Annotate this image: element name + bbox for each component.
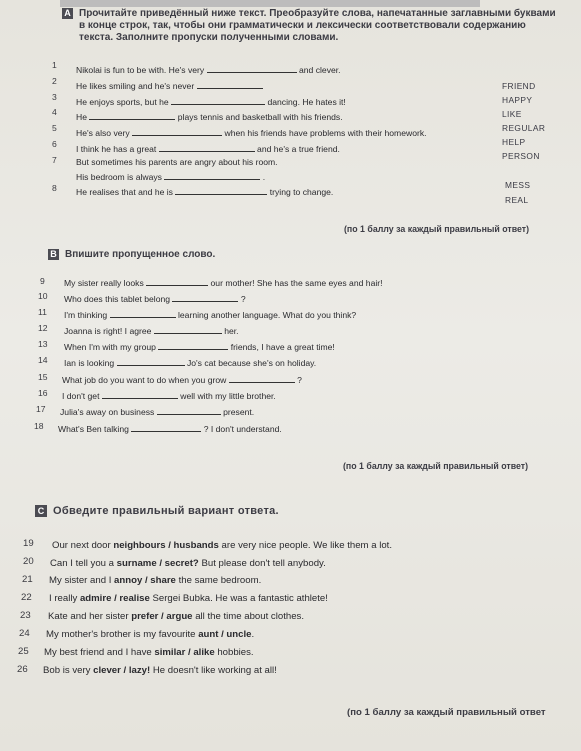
sentence-5: He's also very when his friends have problems with their homework. — [76, 128, 427, 138]
answer-blank[interactable] — [171, 96, 265, 105]
word-happy: HAPPY — [502, 95, 533, 105]
section-instruction: Обведите правильный вариант ответа. — [53, 505, 279, 517]
sentence-10: Who does this tablet belong ? — [64, 294, 246, 304]
sentence-1: Nikolai is fun to be with. He's very and clever. — [76, 65, 341, 75]
item-number: 9 — [40, 276, 45, 286]
sentence-11: I'm thinking learning another language. What do you think? — [64, 310, 357, 320]
sentence-26: Bob is very clever / lazy! He doesn't like working at all! — [43, 665, 277, 676]
item-number: 12 — [38, 323, 48, 333]
sentence-9: My sister really looks our mother! She has the same eyes and hair! — [64, 278, 383, 288]
page-header-band — [60, 0, 480, 7]
sentence-4: He plays tennis and basketball with his friends. — [76, 112, 343, 122]
section-b-heading — [48, 249, 215, 261]
sentence-8: He realises that and he is trying to change. — [76, 187, 334, 197]
item-number: 10 — [38, 291, 48, 301]
answer-blank[interactable] — [131, 423, 201, 432]
answer-blank[interactable] — [89, 111, 175, 120]
sentence-19: Our next door neighbours / husbands are very nice people. We like them a lot. — [52, 540, 393, 551]
word-regular: REGULAR — [502, 123, 546, 133]
answer-blank[interactable] — [110, 309, 176, 318]
score-note: (по 1 баллу за каждый правильный ответ — [347, 707, 546, 718]
word-help: HELP — [502, 137, 526, 147]
answer-blank[interactable] — [172, 293, 238, 302]
section-letter: B — [48, 249, 59, 260]
item-number: 26 — [17, 664, 28, 675]
score-note: (по 1 баллу за каждый правильный ответ) — [344, 224, 530, 234]
option-choice[interactable]: neighbours / husbands — [113, 540, 219, 551]
word-mess: MESS — [505, 180, 531, 190]
item-number: 22 — [21, 592, 32, 603]
section-instruction: Прочитайте приведённый ниже текст. Преобразуйте слова, напечатанные заглавными буквами в конце строк, так, чтобы они грамматически и лексически соответствовали содержанию текста. Заполните пропуски полученными словами. — [79, 8, 556, 43]
sentence-16: I don't get well with my little brother. — [62, 391, 276, 401]
item-number: 11 — [38, 307, 47, 317]
sentence-24: My mother's brother is my favourite aunt / uncle. — [46, 629, 255, 640]
sentence-21: My sister and I annoy / share the same bedroom. — [49, 575, 262, 586]
section-letter: C — [35, 505, 47, 517]
item-number: 24 — [19, 628, 30, 639]
answer-blank[interactable] — [154, 325, 222, 334]
item-number: 5 — [52, 123, 57, 133]
sentence-18: What's Ben talking ? I don't understand. — [58, 424, 282, 434]
word-like: LIKE — [502, 109, 522, 119]
option-choice[interactable]: clever / lazy! — [93, 665, 151, 676]
answer-blank[interactable] — [102, 390, 178, 399]
item-number: 25 — [18, 646, 29, 657]
answer-blank[interactable] — [229, 374, 295, 383]
item-number: 20 — [23, 556, 34, 567]
item-number: 8 — [52, 183, 57, 193]
sentence-23: Kate and her sister prefer / argue all the time about clothes. — [48, 611, 304, 622]
word-friend: FRIEND — [502, 81, 536, 91]
item-number: 15 — [38, 372, 48, 382]
section-letter: A — [62, 8, 73, 19]
item-number: 7 — [52, 155, 57, 165]
section-instruction: Впишите пропущенное слово. — [65, 249, 216, 260]
option-choice[interactable]: aunt / uncle — [198, 629, 252, 640]
answer-blank[interactable] — [146, 277, 208, 286]
answer-blank[interactable] — [117, 357, 185, 366]
item-number: 3 — [52, 92, 57, 102]
sentence-7: But sometimes his parents are angry about his room. — [76, 157, 278, 167]
answer-blank[interactable] — [159, 143, 255, 152]
sentence-25: My best friend and I have similar / alike hobbies. — [44, 647, 254, 658]
item-number: 13 — [38, 339, 48, 349]
option-choice[interactable]: annoy / share — [114, 575, 176, 586]
sentence-3: He enjoys sports, but he dancing. He hates it! — [76, 97, 346, 107]
sentence-7-continued: His bedroom is always . — [76, 172, 266, 182]
sentence-15: What job do you want to do when you grow ? — [62, 375, 302, 385]
sentence-2: He likes smiling and he's never — [76, 80, 263, 92]
item-number: 14 — [38, 355, 48, 365]
item-number: 21 — [22, 574, 33, 585]
word-person: PERSON — [502, 151, 540, 161]
option-choice[interactable]: similar / alike — [154, 647, 215, 658]
option-choice[interactable]: surname / secret? — [116, 558, 199, 569]
answer-blank[interactable] — [164, 171, 260, 180]
answer-blank[interactable] — [158, 341, 228, 350]
item-number: 6 — [52, 139, 57, 149]
sentence-6: I think he has a great and he's a true friend. — [76, 144, 340, 154]
answer-blank[interactable] — [197, 80, 263, 89]
sentence-20: Can I tell you a surname / secret? But please don't tell anybody. — [50, 558, 326, 569]
section-a-heading — [62, 8, 562, 44]
sentence-22: I really admire / realise Sergei Bubka. He was a fantastic athlete! — [49, 593, 328, 604]
item-number: 1 — [52, 60, 57, 70]
item-number: 18 — [34, 421, 44, 431]
item-number: 2 — [52, 76, 57, 86]
item-number: 16 — [38, 388, 48, 398]
answer-blank[interactable] — [132, 127, 222, 136]
sentence-13: When I'm with my group friends, I have a great time! — [64, 342, 335, 352]
sentence-12: Joanna is right! I agree her. — [64, 326, 239, 336]
answer-blank[interactable] — [175, 186, 267, 195]
option-choice[interactable]: prefer / argue — [131, 611, 193, 622]
answer-blank[interactable] — [157, 406, 221, 415]
item-number: 4 — [52, 107, 57, 117]
score-note: (по 1 баллу за каждый правильный ответ) — [343, 461, 529, 471]
section-c-heading — [35, 505, 279, 517]
item-number: 23 — [20, 610, 31, 621]
sentence-14: Ian is looking Jo's cat because she's on holiday. — [64, 358, 317, 368]
item-number: 17 — [36, 404, 46, 414]
word-real: REAL — [505, 195, 529, 205]
sentence-17: Julia's away on business present. — [60, 407, 255, 417]
option-choice[interactable]: admire / realise — [79, 593, 150, 604]
answer-blank[interactable] — [207, 64, 297, 73]
item-number: 19 — [23, 538, 34, 549]
